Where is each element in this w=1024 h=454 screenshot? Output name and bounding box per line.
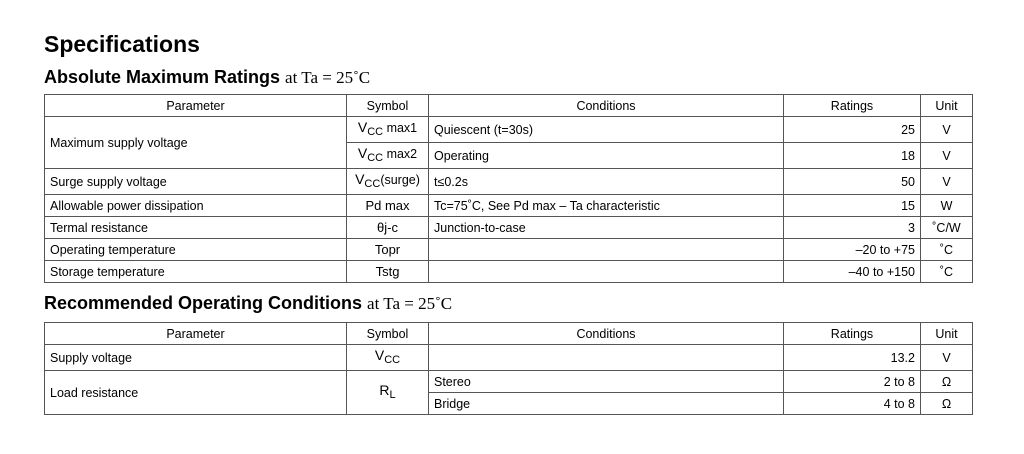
header-symbol: Symbol	[347, 323, 429, 345]
symbol-main: V	[355, 171, 365, 187]
rating-cell: 3	[784, 217, 921, 239]
rating-cell: 2 to 8	[784, 371, 921, 393]
header-unit: Unit	[921, 323, 973, 345]
section-condition: at Ta = 25˚C	[285, 68, 371, 87]
table-row	[45, 371, 973, 393]
table-row	[45, 195, 973, 217]
parameter-cell: Surge supply voltage	[45, 169, 347, 195]
conditions-cell	[429, 261, 784, 283]
symbol-subscript: CC	[367, 152, 384, 164]
rating-cell: –20 to +75	[784, 239, 921, 261]
table-row	[45, 169, 973, 195]
header-parameter: Parameter	[45, 95, 347, 117]
conditions-cell: t≤0.2s	[429, 169, 784, 195]
unit-cell: V	[921, 169, 973, 195]
unit-cell: V	[921, 117, 973, 143]
recommended-conditions-heading	[44, 292, 452, 315]
symbol-cell	[347, 371, 429, 415]
parameter-cell: Load resistance	[45, 371, 347, 415]
unit-cell: V	[921, 143, 973, 169]
symbol-cell: Tstg	[347, 261, 429, 283]
table-row	[45, 217, 973, 239]
table-header-row	[45, 95, 973, 117]
conditions-cell: Bridge	[429, 393, 784, 415]
header-symbol: Symbol	[347, 95, 429, 117]
header-conditions: Conditions	[429, 323, 784, 345]
symbol-subscript: CC	[384, 354, 401, 366]
conditions-cell: Quiescent (t=30s)	[429, 117, 784, 143]
table-row	[45, 345, 973, 371]
symbol-main: R	[379, 382, 390, 398]
unit-cell: ˚C	[921, 261, 973, 283]
unit-cell: V	[921, 345, 973, 371]
table-row	[45, 239, 973, 261]
table-header-row	[45, 323, 973, 345]
rating-cell: 25	[784, 117, 921, 143]
header-conditions: Conditions	[429, 95, 784, 117]
unit-cell: Ω	[921, 371, 973, 393]
absolute-ratings-heading	[44, 66, 370, 89]
symbol-cell	[347, 117, 429, 143]
unit-cell: ˚C	[921, 239, 973, 261]
section-condition: at Ta = 25˚C	[367, 294, 453, 313]
conditions-cell: Tc=75˚C, See Pd max – Ta characteristic	[429, 195, 784, 217]
parameter-cell: Storage temperature	[45, 261, 347, 283]
rating-cell: 13.2	[784, 345, 921, 371]
header-ratings: Ratings	[784, 323, 921, 345]
symbol-suffix: max2	[383, 147, 418, 161]
conditions-cell: Junction-to-case	[429, 217, 784, 239]
symbol-subscript: CC	[364, 178, 381, 190]
symbol-suffix: (surge)	[380, 173, 420, 187]
symbol-cell	[347, 143, 429, 169]
rating-cell: 50	[784, 169, 921, 195]
symbol-main: V	[357, 145, 368, 161]
parameter-cell: Operating temperature	[45, 239, 347, 261]
symbol-suffix: max1	[383, 121, 418, 135]
unit-cell: ˚C/W	[921, 217, 973, 239]
header-parameter: Parameter	[45, 323, 347, 345]
absolute-ratings-table	[44, 94, 973, 283]
symbol-cell: Topr	[347, 239, 429, 261]
symbol-cell: θj-c	[347, 217, 429, 239]
parameter-cell: Allowable power dissipation	[45, 195, 347, 217]
conditions-cell	[429, 239, 784, 261]
page-title: Specifications	[44, 31, 200, 57]
unit-cell: Ω	[921, 393, 973, 415]
rating-cell: 18	[784, 143, 921, 169]
section-title: Recommended Operating Conditions	[44, 293, 363, 313]
unit-cell: W	[921, 195, 973, 217]
symbol-main: V	[374, 347, 385, 363]
table-row	[45, 261, 973, 283]
symbol-cell	[347, 345, 429, 371]
conditions-cell: Stereo	[429, 371, 784, 393]
parameter-cell: Supply voltage	[45, 345, 347, 371]
symbol-main: V	[357, 119, 368, 135]
recommended-conditions-table	[44, 322, 973, 415]
parameter-cell: Maximum supply voltage	[45, 117, 347, 169]
rating-cell: 4 to 8	[784, 393, 921, 415]
header-ratings: Ratings	[784, 95, 921, 117]
rating-cell: –40 to +150	[784, 261, 921, 283]
conditions-cell	[429, 345, 784, 371]
parameter-cell: Termal resistance	[45, 217, 347, 239]
table-row	[45, 117, 973, 143]
rating-cell: 15	[784, 195, 921, 217]
symbol-subscript: L	[389, 389, 396, 401]
symbol-cell: Pd max	[347, 195, 429, 217]
conditions-cell: Operating	[429, 143, 784, 169]
symbol-cell	[347, 169, 429, 195]
header-unit: Unit	[921, 95, 973, 117]
symbol-subscript: CC	[367, 126, 384, 138]
section-title: Absolute Maximum Ratings	[44, 67, 281, 87]
